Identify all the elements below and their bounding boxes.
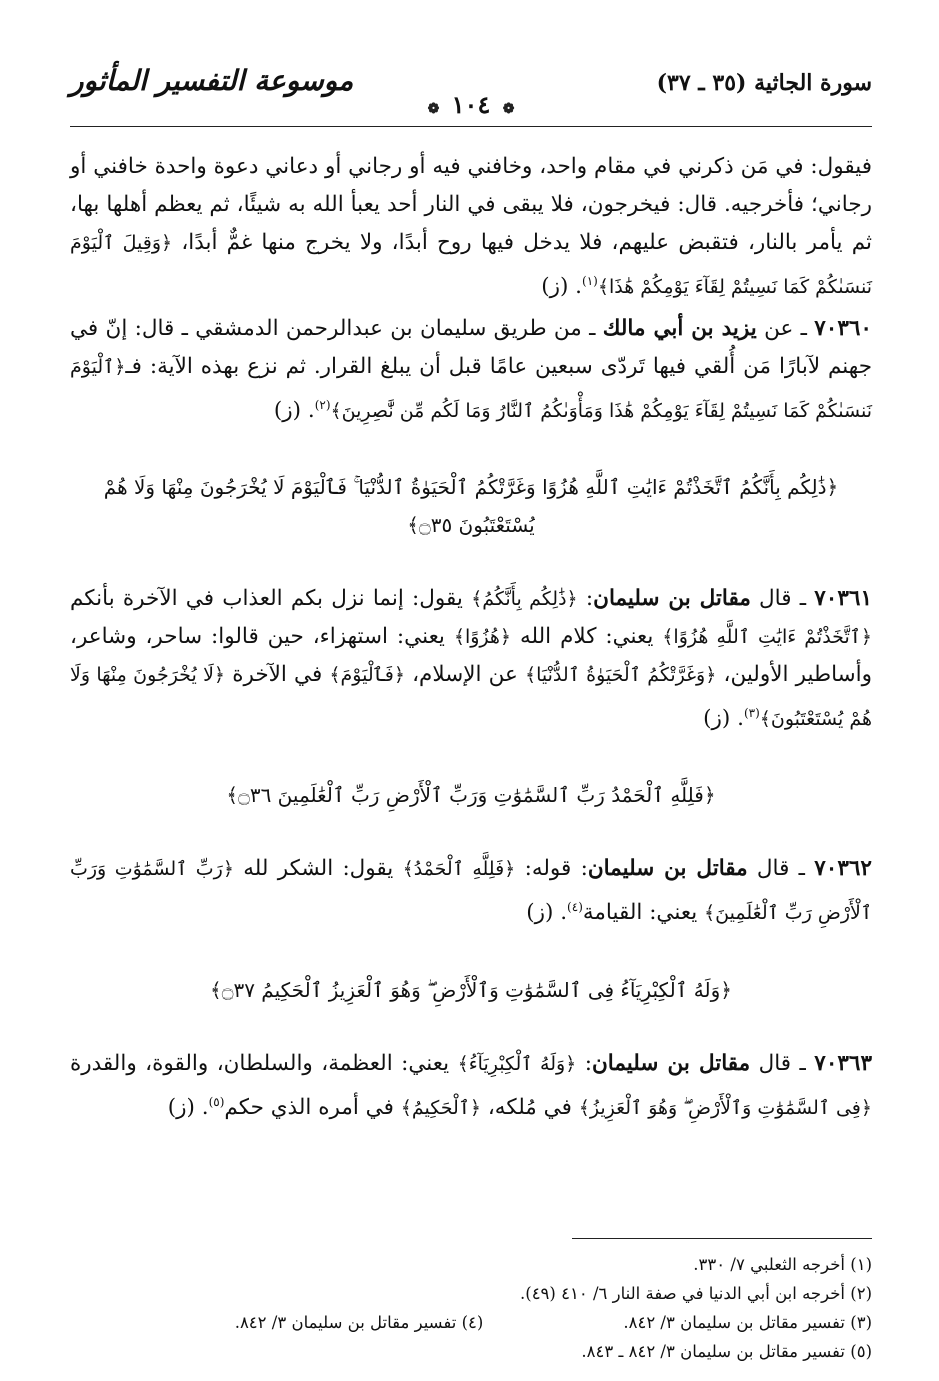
text: ـ قال xyxy=(750,586,807,612)
text: في أمره الذي حكم xyxy=(224,1094,401,1120)
text: . (ز) xyxy=(541,274,583,300)
footnote-ref: (٣) xyxy=(743,706,760,721)
footnotes xyxy=(70,1250,872,1366)
entry-number: ٧٠٣٦٢ xyxy=(814,856,872,882)
entry-70362 xyxy=(70,850,872,932)
ayah-36: ﴿فَلِلَّهِ ٱلْحَمْدُ رَبِّ ٱلسَّمَٰوَٰتِ وَرَبِّ ٱلْأَرْضِ رَبِّ ٱلْعَٰلَمِينَ ۝٣٦﴾ xyxy=(226,783,716,808)
entry-70363 xyxy=(70,1045,872,1127)
quran-quote: ﴿ٱتَّخَذْتُمْ ءَايَٰتِ ٱللَّهِ هُزُوًا﴾ xyxy=(662,626,873,649)
text: يعني: استهزاء، حين قالوا: ساحر، وشاعر، وأساطير الأولين، xyxy=(70,624,873,688)
text: : xyxy=(577,586,594,612)
quran-quote: ﴿فَٱلْيَوْمَ﴾ xyxy=(329,664,405,687)
text: ـ قال xyxy=(747,856,805,882)
footnote-5: (٥) تفسير مقاتل بن سليمان ٣/ ٨٤٢ ـ ٨٤٣. xyxy=(581,1342,872,1361)
text: ـ من طريق سليمان بن عبدالرحمن الدمشقي ـ قال: إنّ في جهنم لآبارًا مَن أُلقي فيها تَردّى سبعين عامًا قبل أن يبلغ القرار. ثم نزع بهذه الآية: فـ xyxy=(70,316,872,380)
quran-quote: ﴿وَغَرَّتْكُمُ ٱلْحَيَوٰةُ ٱلدُّنْيَا﴾ xyxy=(524,664,717,687)
footnote-3: (٣) تفسير مقاتل بن سليمان ٣/ ٨٤٢. xyxy=(623,1313,872,1332)
quran-quote: ﴿فِى ٱلسَّمَٰوَٰتِ وَٱلْأَرْضِ ۖ وَهُوَ ٱلْعَزِيزُ﴾ xyxy=(578,1096,872,1119)
quran-quote: ﴿ٱلْيَوْمَ نَنسَىٰكُمْ كَمَا نَسِيتُمْ لِقَآءَ يَوْمِكُمْ هَٰذَا وَمَأْوَىٰكُمُ ٱلنَّارُ وَمَا لَكُم مِّن نَّٰصِرِينَ﴾ xyxy=(70,356,872,423)
ornament-right-icon: ❁ xyxy=(502,101,515,117)
footnote-1: (١) أخرجه الثعلبي ٧/ ٣٣٠. xyxy=(693,1255,872,1274)
quran-quote: ﴿ذَٰلِكُم بِأَنَّكُمُ﴾ xyxy=(471,588,578,611)
text: : xyxy=(576,1050,593,1076)
header-divider xyxy=(70,126,872,127)
footnote-ref: (٥) xyxy=(208,1094,225,1109)
quran-quote: ﴿وَقِيلَ ٱلْيَوْمَ نَنسَىٰكُمْ كَمَا نَسِيتُمْ لِقَآءَ يَوْمِكُمْ هَٰذَا﴾ xyxy=(70,232,872,299)
main-text xyxy=(70,148,872,1127)
ornament-left-icon: ❁ xyxy=(427,101,440,117)
text: يعني: العظمة، والسلطان، والقوة، والقدرة xyxy=(70,1050,458,1076)
page-header xyxy=(70,62,872,119)
narrator: يزيد بن أبي مالك xyxy=(602,316,757,342)
entry-number: ٧٠٣٦٣ xyxy=(814,1050,873,1076)
page-number: ١٠٤ xyxy=(451,90,491,119)
quran-quote: ﴿ٱلْحَكِيمُ﴾ xyxy=(400,1096,482,1119)
narrator: مقاتل بن سليمان xyxy=(592,1050,751,1076)
text: يقول: الشكر لله xyxy=(233,856,403,882)
text: : قوله: xyxy=(515,856,588,882)
text: ـ عن xyxy=(756,316,807,342)
text: في مُلكه، xyxy=(481,1094,579,1120)
footnote-ref: (٤) xyxy=(567,900,583,915)
text: يقول: إنما نزل بكم العذاب في الآخرة بأنكم xyxy=(70,586,472,612)
text: ـ قال xyxy=(750,1050,806,1076)
text: . (ز) xyxy=(273,398,315,424)
quran-quote: ﴿فَلِلَّهِ ٱلْحَمْدُ﴾ xyxy=(402,858,516,881)
narrator: مقاتل بن سليمان xyxy=(587,856,748,882)
ayah-35: ﴿ذَٰلِكُم بِأَنَّكُمُ ٱتَّخَذْتُمْ ءَايَٰتِ ٱللَّهِ هُزُوًا وَغَرَّتْكُمُ ٱلْحَيَوٰةُ ٱلدُّنْيَا ۚ فَٱلْيَوْمَ لَا يُخْرَجُونَ مِنْهَا وَلَا هُمْ يُسْتَعْتَبُونَ ۝٣٥﴾ xyxy=(103,475,839,538)
footnote-2: (٢) أخرجه ابن أبي الدنيا في صفة النار ٦/ ٤١٠ (٤٩). xyxy=(520,1284,872,1303)
book-title: موسوعة التفسير المأثور xyxy=(70,64,354,97)
text: . (ز) xyxy=(526,900,568,926)
footnote-4: (٤) تفسير مقاتل بن سليمان ٣/ ٨٤٢. xyxy=(234,1313,484,1332)
text: عن الإسلام، xyxy=(404,662,525,688)
footnote-ref: (٢) xyxy=(314,398,331,413)
entry-number: ٧٠٣٦١ xyxy=(814,586,872,612)
entry-70360 xyxy=(70,310,872,430)
text: . (ز) xyxy=(167,1094,209,1120)
text: يعني: كلام الله xyxy=(511,624,663,650)
text: . (ز) xyxy=(703,706,744,732)
text: في الآخرة xyxy=(225,662,330,688)
entry-number: ٧٠٣٦٠ xyxy=(814,316,872,342)
ayah-37: ﴿وَلَهُ ٱلْكِبْرِيَآءُ فِى ٱلسَّمَٰوَٰتِ وَٱلْأَرْضِ ۖ وَهُوَ ٱلْعَزِيزُ ٱلْحَكِيمُ ۝٣٧﴾ xyxy=(210,977,732,1002)
paragraph-continuation xyxy=(70,148,872,306)
document-page xyxy=(70,62,873,1361)
quran-quote: ﴿هُزُوًا﴾ xyxy=(453,626,512,649)
quran-quote: ﴿لَا يُخْرَجُونَ مِنْهَا وَلَا هُمْ يُسْتَعْتَبُونَ﴾ xyxy=(70,664,872,731)
text: فيقول: في مَن ذكرني في مقام واحد، وخافني فيه أو رجاني أو دعاني دعوة واحدة خافني أو رجاني؛ فأخرجيه. قال: فيخرجون، فلا يبقى في النار أحد يعبأ الله به شيئًا، ثم يعظم أهلها بها، ثم يأمر بالنار، فتقبض عليهم، فلا يدخل فيها روح أبدًا، ولا يخرج منها غمٌّ أبدًا، xyxy=(70,154,872,255)
text: يعني: القيامة xyxy=(582,900,705,926)
quran-quote: ﴿وَلَهُ ٱلْكِبْرِيَآءُ﴾ xyxy=(457,1052,577,1075)
footnote-divider xyxy=(572,1238,872,1239)
surah-title: سورة الجاثية (٣٥ ـ ٣٧) xyxy=(656,70,872,96)
entry-70361 xyxy=(70,580,872,738)
quran-quote: ﴿رَبِّ ٱلسَّمَٰوَٰتِ وَرَبِّ ٱلْأَرْضِ رَبِّ ٱلْعَٰلَمِينَ﴾ xyxy=(70,858,872,925)
footnote-ref: (١) xyxy=(582,274,598,288)
narrator: مقاتل بن سليمان xyxy=(593,586,751,612)
